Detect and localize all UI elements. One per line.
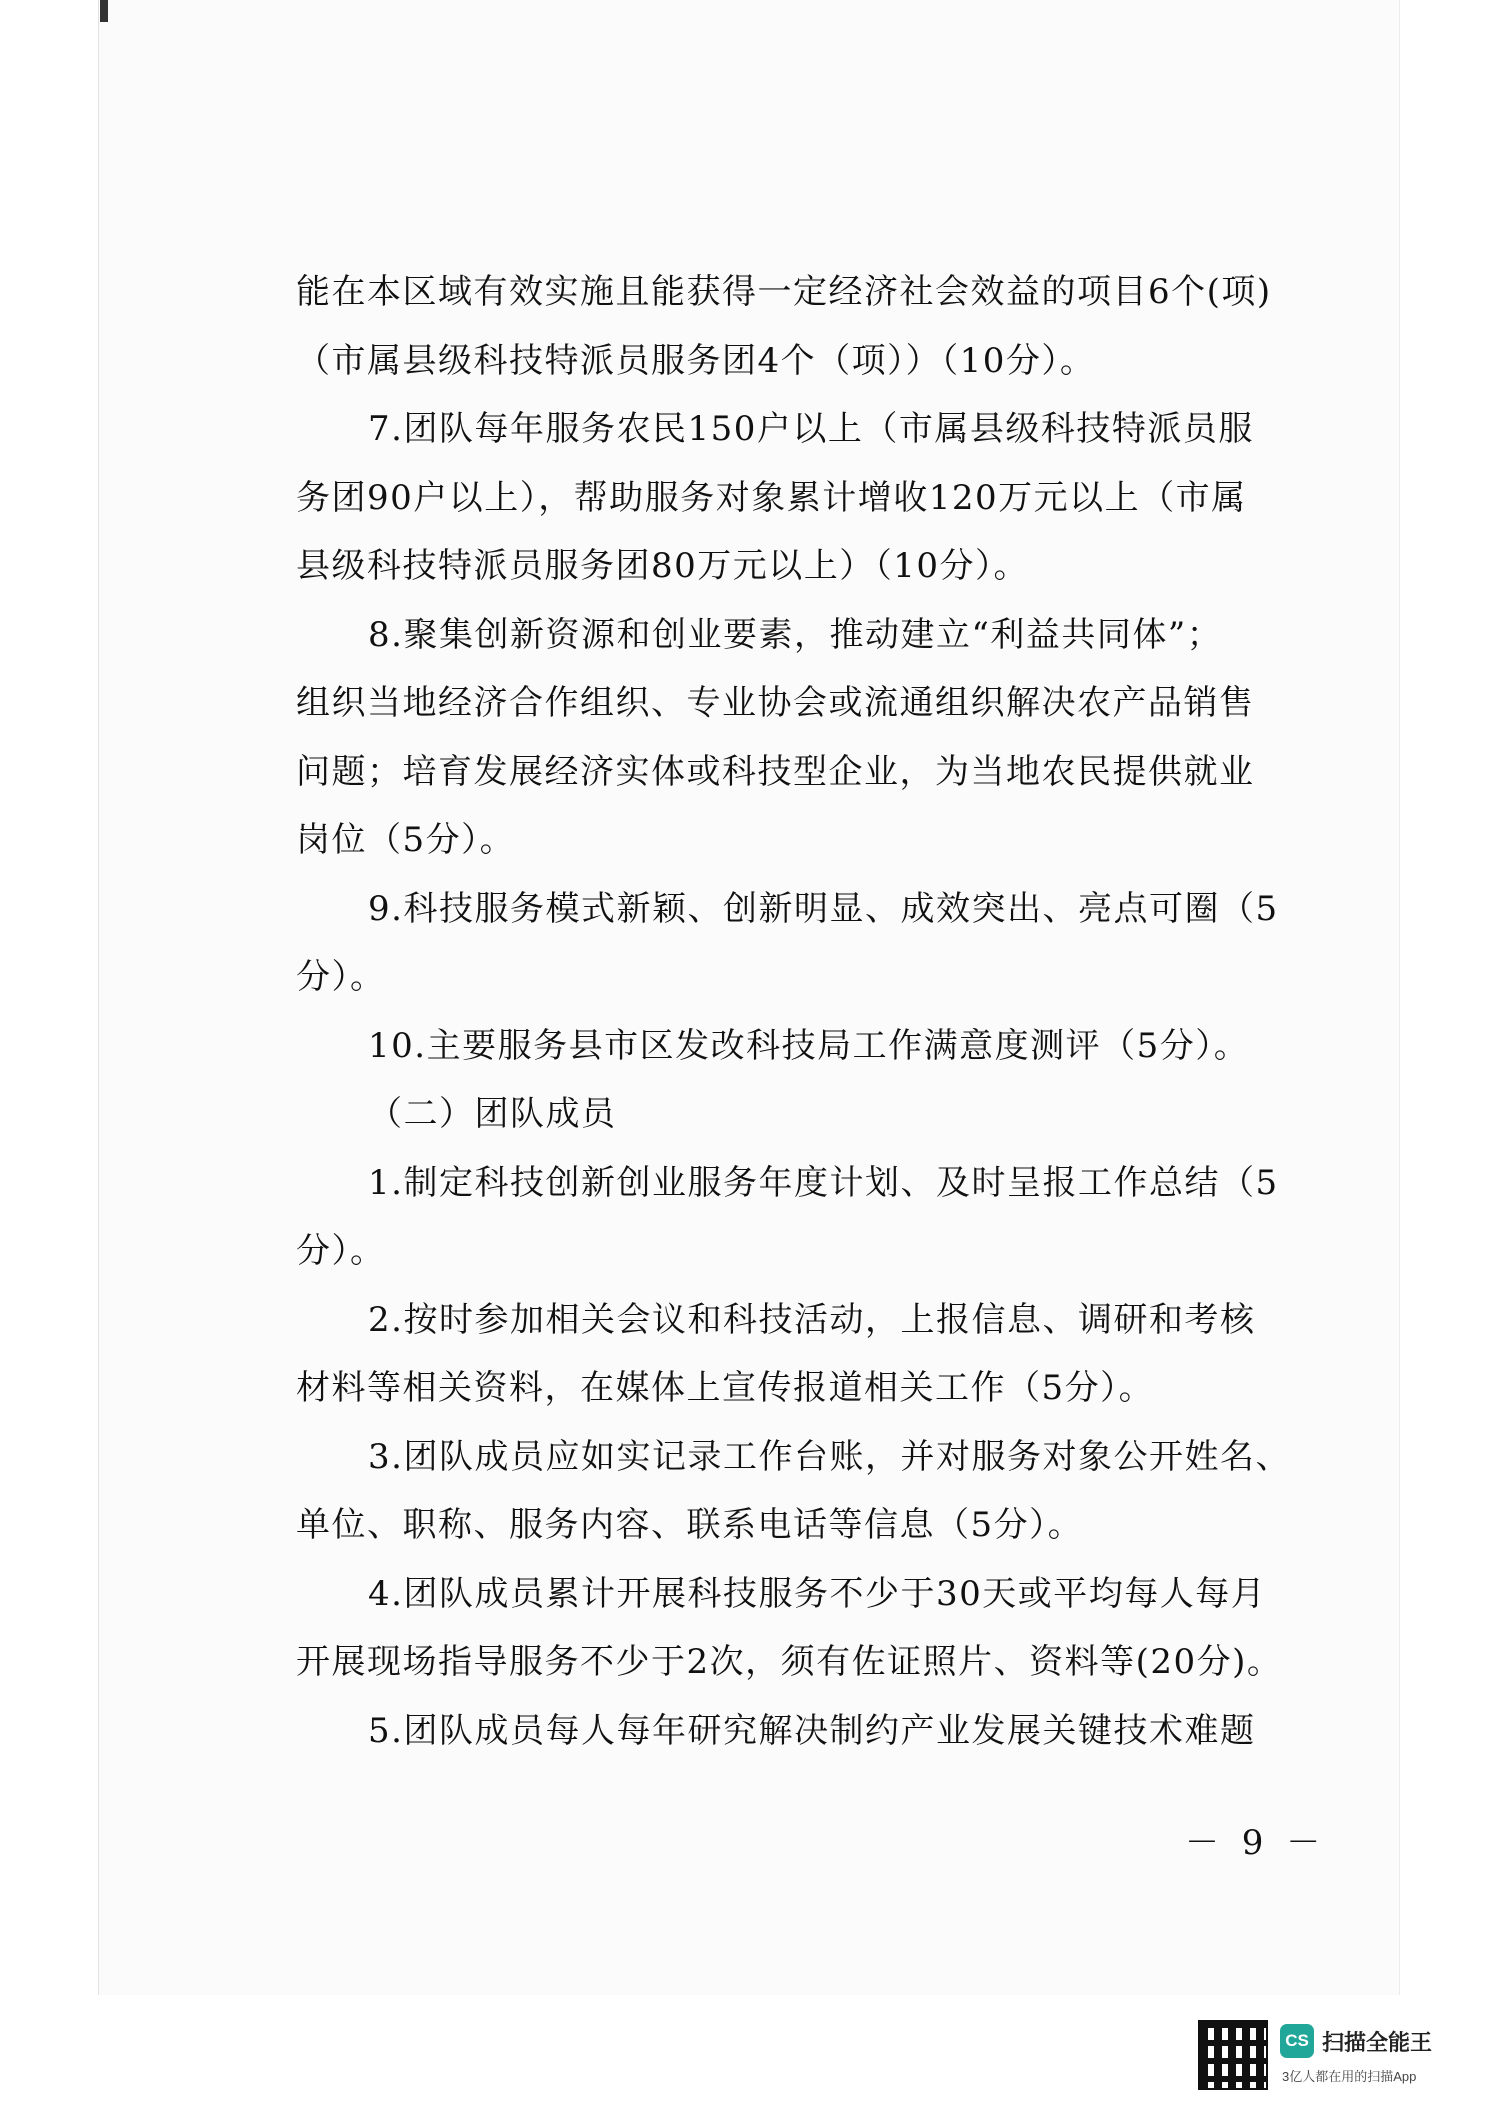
scanner-watermark [1198, 2020, 1468, 2100]
text-line-8: 问题；培育发展经济实体或科技型企业，为当地农民提供就业 [296, 751, 1255, 792]
text-line-7: 组织当地经济合作组织、专业协会或流通组织解决农产品销售 [296, 683, 1255, 723]
text-line-21: 开展现场指导服务不少于2次，须有佐证照片、资料等(20分)。 [296, 1642, 1283, 1682]
text-line-16: 2.按时参加相关会议和科技活动，上报信息、调研和考核 [368, 1299, 1256, 1340]
text-line-5: 县级科技特派员服务团80万元以上）（10分）。 [296, 546, 1030, 586]
text-line-17: 材料等相关资料，在媒体上宣传报道相关工作（5分）。 [296, 1368, 1155, 1408]
text-line-10: 9.科技服务模式新颖、创新明显、成效突出、亮点可圈（5 [368, 888, 1279, 929]
scanner-slogan: 3亿人都在用的扫描App [1282, 2069, 1417, 2084]
scanner-app-name: 扫描全能王 [1322, 2030, 1433, 2055]
text-line-9: 岗位（5分）。 [296, 820, 516, 860]
page-number: － 9 － [1185, 1823, 1327, 1863]
camscanner-logo-icon: CS [1280, 2024, 1314, 2058]
text-line-15: 分）。 [296, 1231, 386, 1271]
text-line-22: 5.团队成员每人每年研究解决制约产业发展关键技术难题 [368, 1710, 1256, 1751]
text-line-6: 8.聚集创新资源和创业要素，推动建立“利益共同体”； [368, 614, 1223, 655]
text-line-18: 3.团队成员应如实记录工作台账，并对服务对象公开姓名、 [368, 1436, 1291, 1477]
qr-code-icon [1198, 2020, 1268, 2090]
document-body [296, 258, 1291, 1765]
text-line-2: （市属县级科技特派员服务团4个（项））（10分）。 [296, 340, 1096, 381]
text-line-4: 务团90户以上），帮助服务对象累计增收120万元以上（市属 [296, 477, 1247, 518]
text-line-19: 单位、职称、服务内容、联系电话等信息（5分）。 [296, 1505, 1084, 1545]
section-heading-team-members: （二）团队成员 [368, 1094, 617, 1134]
text-line-20: 4.团队成员累计开展科技服务不少于30天或平均每人每月 [368, 1573, 1267, 1614]
scan-corner-mark [100, 0, 108, 22]
text-line-12: 10.主要服务县市区发改科技局工作满意度测评（5分）。 [368, 1025, 1250, 1066]
text-line-3: 7.团队每年服务农民150户以上（市属县级科技特派员服 [368, 409, 1254, 449]
text-line-14: 1.制定科技创新创业服务年度计划、及时呈报工作总结（5 [368, 1162, 1279, 1203]
text-line-11: 分）。 [296, 957, 386, 997]
text-line-1: 能在本区域有效实施且能获得一定经济社会效益的项目6个(项) [296, 272, 1272, 312]
